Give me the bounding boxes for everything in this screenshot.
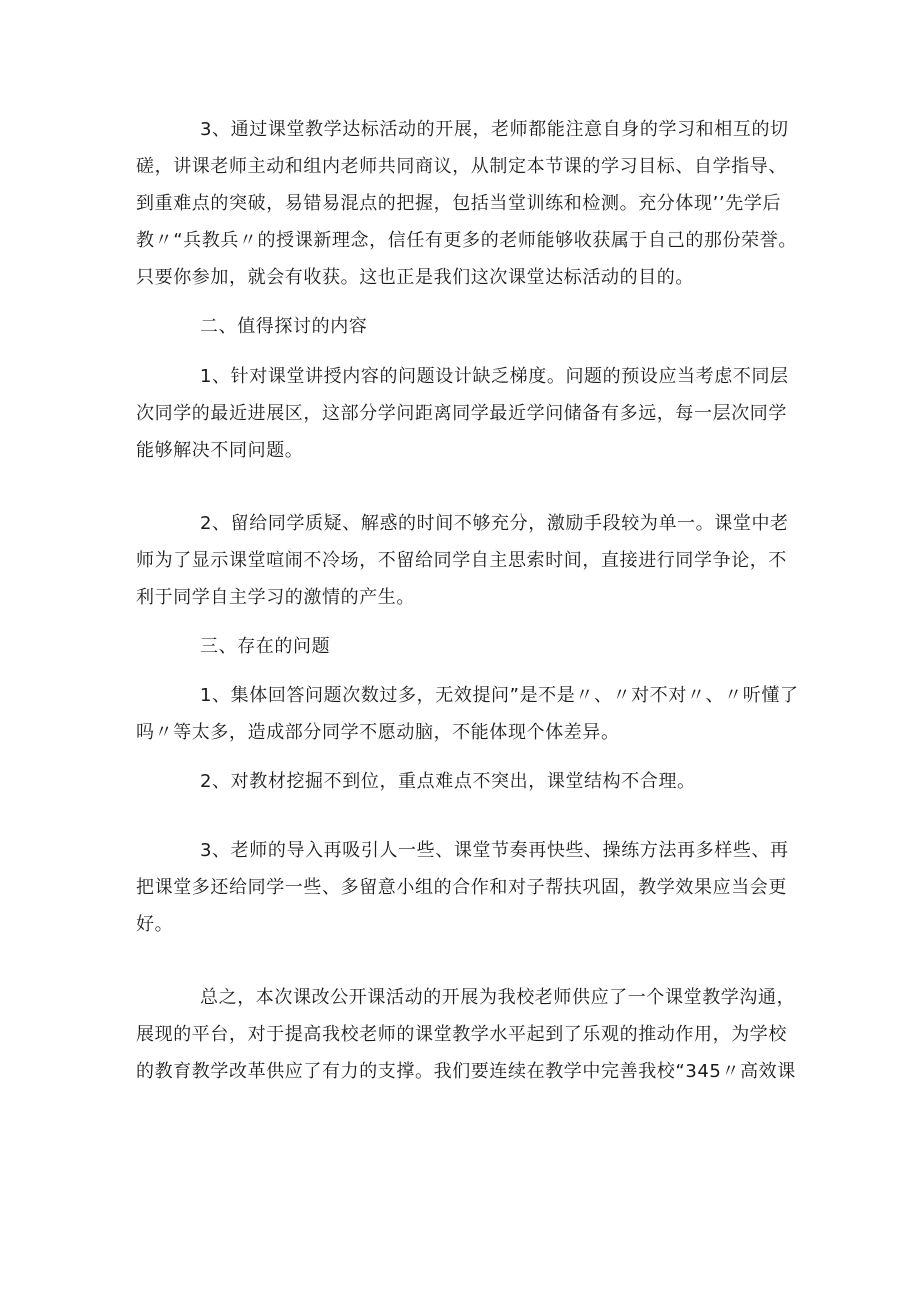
paragraph-1-line-2: 磋，讲课老师主动和组内老师共同商议，从制定本节课的学习目标、自学指导、 <box>136 156 787 177</box>
section-heading-2: 二、值得探讨的内容 <box>200 316 368 337</box>
paragraph-3-3-line-3: 好。 <box>136 914 174 935</box>
paragraph-3-2-line-1: 2、对教材挖掘不到位，重点难点不突出，课堂结构不合理。 <box>200 771 696 792</box>
paragraph-2-2-line-1: 2、留给同学质疑、解惑的时间不够充分，激励手段较为单一。课堂中老 <box>200 513 789 534</box>
paragraph-1-line-3: 到重难点的突破，易错易混点的把握，包括当堂训练和检测。充分体现’’先学后 <box>136 193 782 214</box>
paragraph-2-2-line-2: 师为了显示课堂喧闹不冷场，不留给同学自主思索时间，直接进行同学争论，不 <box>136 550 787 571</box>
paragraph-1-line-5: 只要你参加，就会有收获。这也正是我们这次课堂达标活动的目的。 <box>136 267 694 288</box>
paragraph-2-1-line-3: 能够解决不同问题。 <box>136 440 304 461</box>
paragraph-1-line-1: 3、通过课堂教学达标活动的开展，老师都能注意自身的学习和相互的切 <box>200 119 789 140</box>
conclusion-line-1: 总之，本次课改公开课活动的开展为我校老师供应了一个课堂教学沟通， <box>200 987 796 1008</box>
paragraph-2-1-line-2: 次同学的最近进展区，这部分学问距离同学最近学问储备有多远，每一层次同学 <box>136 403 787 424</box>
paragraph-1-line-4: 教〃“兵教兵〃的授课新理念，信任有更多的老师能够收获属于自己的那份荣誉。 <box>136 230 797 251</box>
paragraph-2-1-line-1: 1、针对课堂讲授内容的问题设计缺乏梯度。问题的预设应当考虑不同层 <box>200 366 789 387</box>
conclusion-line-3: 的教育教学改革供应了有力的支撑。我们要连续在教学中完善我校“345〃高效课 <box>136 1061 796 1082</box>
section-heading-3: 三、存在的问题 <box>200 636 331 657</box>
paragraph-3-3-line-2: 把课堂多还给同学一些、多留意小组的合作和对子帮扶巩固，教学效果应当会更 <box>136 877 787 898</box>
paragraph-2-2-line-3: 利于同学自主学习的激情的产生。 <box>136 587 415 608</box>
conclusion-line-2: 展现的平台，对于提高我校老师的课堂教学水平起到了乐观的推动作用，为学校 <box>136 1024 787 1045</box>
paragraph-3-1-line-2: 吗〃等太多，造成部分同学不愿动脑，不能体现个体差异。 <box>136 722 620 743</box>
paragraph-3-3-line-1: 3、老师的导入再吸引人一些、课堂节奏再快些、操练方法再多样些、再 <box>200 840 789 861</box>
paragraph-3-1-line-1: 1、集体回答问题次数过多，无效提问”是不是〃、〃对不对〃、〃听懂了 <box>200 685 799 706</box>
